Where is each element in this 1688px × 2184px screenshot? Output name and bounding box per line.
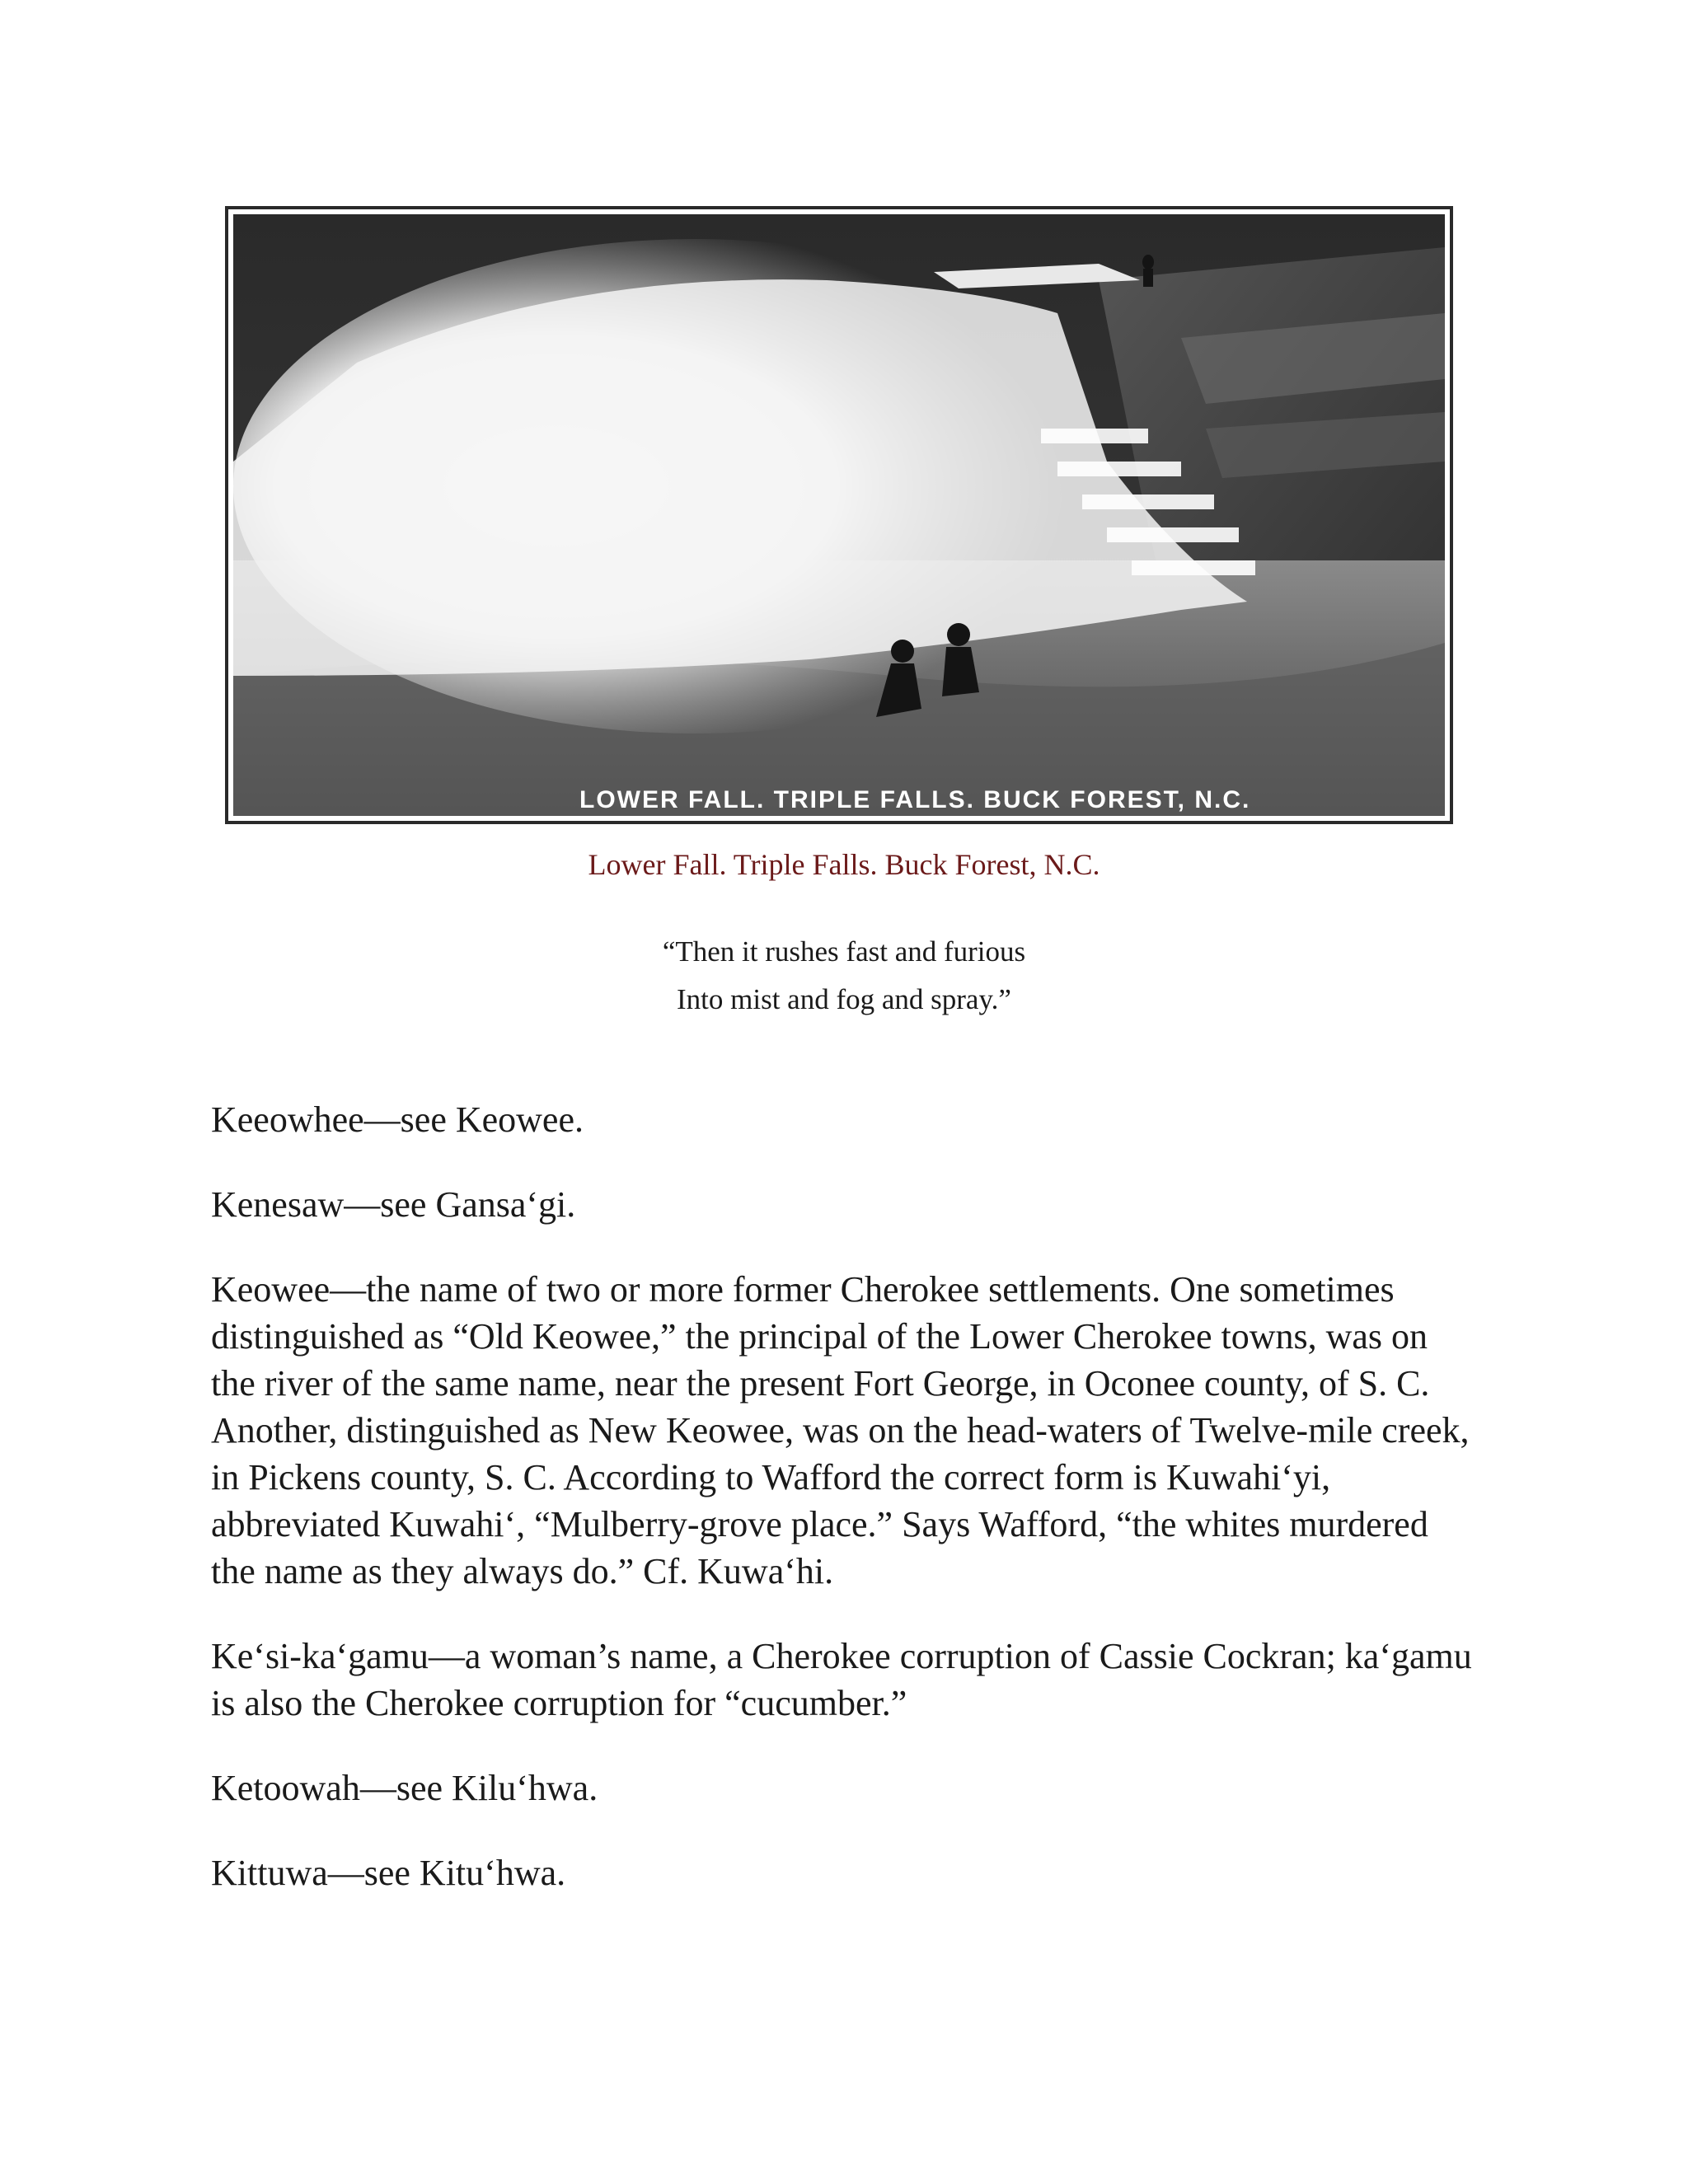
waterfall-photo-image — [233, 214, 1445, 816]
verse-line-2: Into mist and fog and spray.” — [677, 983, 1011, 1015]
entry-kesi-kagamu: Ke‘si-ka‘gamu—a woman’s name, a Cherokee corruption of Cassie Cockran; ka‘gamu is also the Cherokee corruption for “cucumber.” — [211, 1636, 1472, 1723]
entry-kenesaw: Kenesaw—see Gansa‘gi. — [211, 1184, 576, 1225]
verse-line-1: “Then it rushes fast and furious — [662, 935, 1026, 968]
entry-keowee: Keowee—the name of two or more former Cherokee settlements. One sometimes distinguished as “Old Keowee,” the principal of the Lower Cherokee towns, was on the river of the same name, near the present Fort George, in Oconee county, of S. C. Another, distinguished as New Keowee, was on the head-waters of Twelve-mile creek, in Pickens county, S. C. According to Wafford the correct form is Kuwahi‘yi, abbreviated Kuwahi‘, “Mulberry-grove place.” Says Wafford, “the whites murdered the name as they always do.” Cf. Kuwa‘hi. — [211, 1269, 1470, 1591]
entry-kittuwa: Kittuwa—see Kitu‘hwa. — [211, 1853, 566, 1893]
dictionary-entries — [211, 1096, 1480, 1934]
verse-quote — [0, 928, 1688, 1024]
photo-printed-caption: LOWER FALL. TRIPLE FALLS. BUCK FOREST, N.C. — [579, 786, 1251, 813]
photo-caption: Lower Fall. Triple Falls. Buck Forest, N.C. — [588, 848, 1100, 881]
entry-ketoowah: Ketoowah—see Kilu‘hwa. — [211, 1768, 598, 1808]
waterfall-photo — [225, 206, 1453, 824]
entry-keeowhee: Keeowhee—see Keowee. — [211, 1099, 584, 1140]
